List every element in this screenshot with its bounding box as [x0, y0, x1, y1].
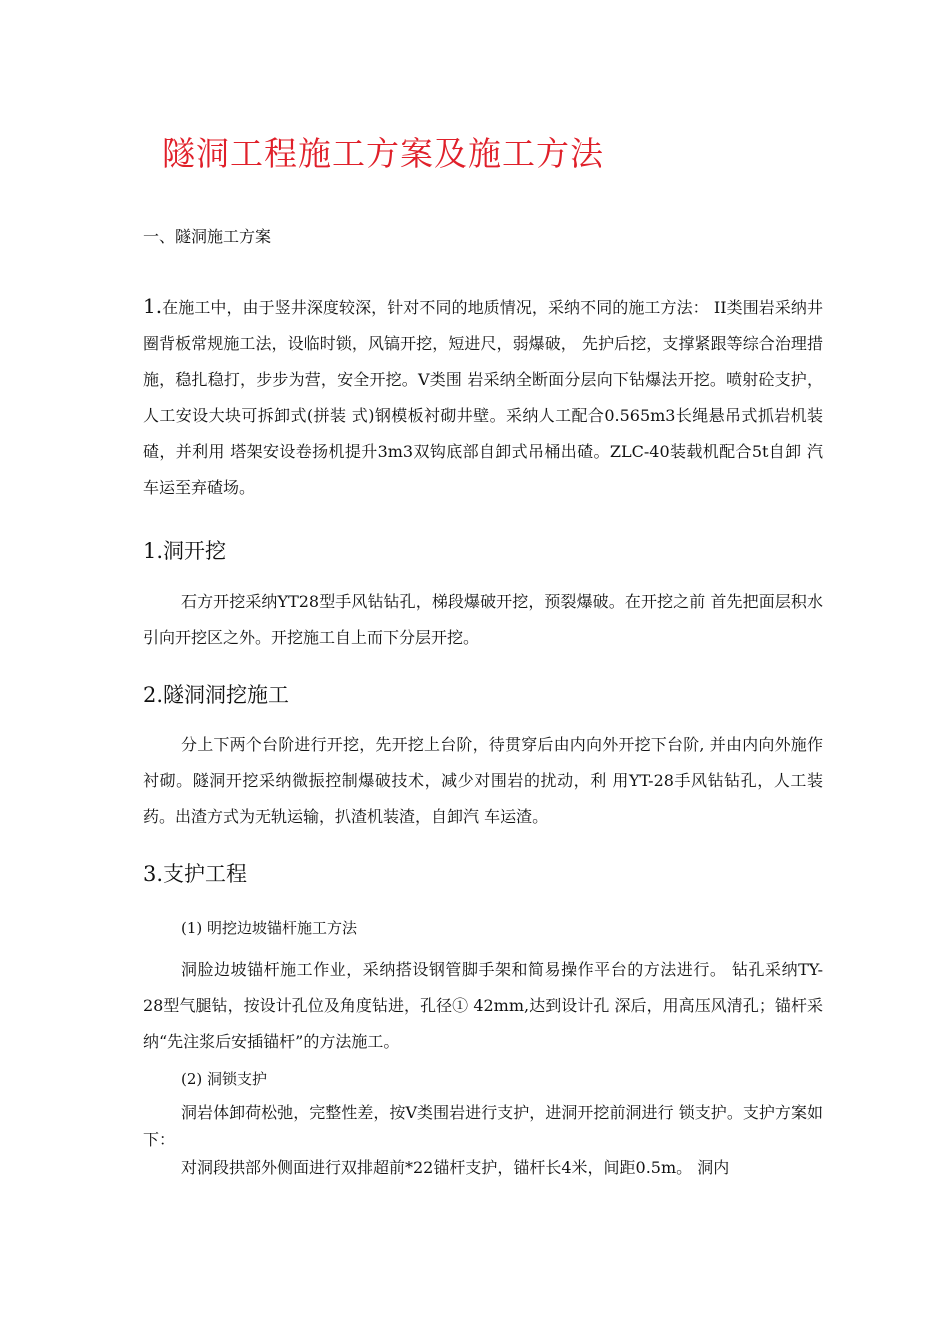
- subheading: (2) 洞锁支护: [181, 1070, 268, 1088]
- paragraph-text: 在施工中，由于竖井深度较深，针对不同的地质情况，采纳不同的施工方法： II类围岩采纳井圈背板常规施工法，设临时锁，风镐开挖，短进尺，弱爆破， 先护后挖，支撑紧跟等综合治理措施，稳扎稳打，步步为营，安全开挖。V类围 岩采纳全断面分层向下钻爆法开挖。喷射砼支护，人工安设大块可拆卸式(拼装 式)钢模板衬砌井壁。采纳人工配合0.565m3长绳悬吊式抓岩机装碴，并利用 塔架安设卷扬机提升3m3双钩底部自卸式吊桶出碴。ZLC-40装载机配合5t自卸 汽车运至弃碴场。: [143, 298, 823, 497]
- paragraph: [143, 288, 823, 506]
- paragraph: 洞脸边坡锚杆施工作业，采纳搭设钢管脚手架和简易操作平台的方法进行。 钻孔采纳TY-28型气腿钻，按设计孔位及角度钻进，孔径① 42mm,达到设计孔 深后，用高压风清孔；锚杆采纳“先注浆后安插锚杆”的方法施工。: [143, 960, 823, 1051]
- paragraph: 对洞段拱部外侧面进行双排超前*22锚杆支护，锚杆长4米，间距0.5m。 洞内: [181, 1158, 730, 1177]
- heading-excavation: 1.洞开挖: [143, 539, 227, 563]
- section-heading: 一、隧洞施工方案: [143, 227, 272, 246]
- subheading: (1) 明挖边坡锚杆施工方法: [181, 919, 358, 937]
- heading-tunnel-excavation: 2.隧洞洞挖施工: [143, 683, 290, 707]
- paragraph: 分上下两个台阶进行开挖，先开挖上台阶，待贯穿后由内向外开挖下台阶, 并由内向外施作衬砌。隧洞开挖采纳微振控制爆破技术，减少对围岩的扰动，利 用YT-28手风钻钻孔，人工装药。出渣方式为无轨运输，扒渣机装渣，自卸汽 车运渣。: [143, 735, 823, 826]
- paragraph: 洞岩体卸荷松弛，完整性差，按V类围岩进行支护，进洞开挖前洞进行 锁支护。支护方案如下：: [143, 1103, 823, 1149]
- document-title: 隧洞工程施工方案及施工方法: [162, 134, 604, 173]
- heading-support: 3.支护工程: [143, 862, 248, 886]
- paragraph-number: 1.: [143, 294, 163, 318]
- paragraph: 石方开挖采纳YT28型手风钻钻孔，梯段爆破开挖，预裂爆破。在开挖之前 首先把面层积水引向开挖区之外。开挖施工自上而下分层开挖。: [143, 592, 823, 647]
